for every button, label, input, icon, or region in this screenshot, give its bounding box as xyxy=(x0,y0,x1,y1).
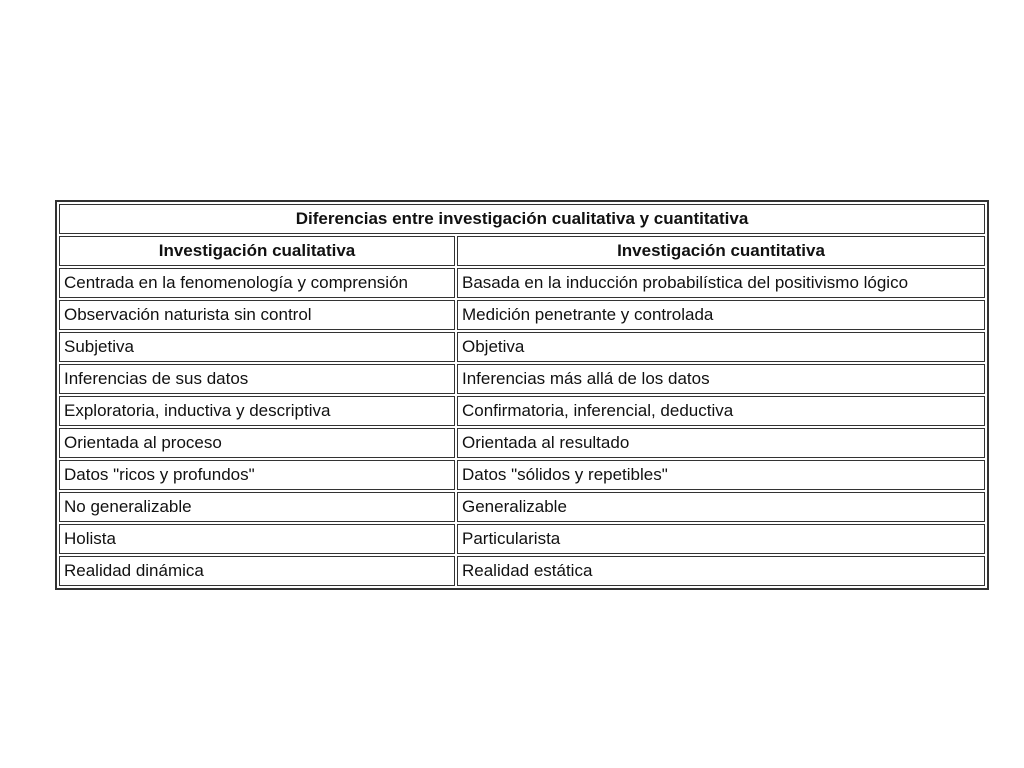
header-row xyxy=(59,236,985,266)
cell-cuantitativa: Inferencias más allá de los datos xyxy=(457,364,985,394)
table-row xyxy=(59,524,985,554)
cell-cuantitativa: Objetiva xyxy=(457,332,985,362)
cell-cualitativa: Observación naturista sin control xyxy=(59,300,455,330)
cell-cualitativa: Centrada en la fenomenología y comprensión xyxy=(59,268,455,298)
cell-cualitativa: Exploratoria, inductiva y descriptiva xyxy=(59,396,455,426)
table-row xyxy=(59,300,985,330)
title-row xyxy=(59,204,985,234)
table-row xyxy=(59,396,985,426)
table-row xyxy=(59,428,985,458)
cell-cuantitativa: Confirmatoria, inferencial, deductiva xyxy=(457,396,985,426)
cell-cualitativa: Orientada al proceso xyxy=(59,428,455,458)
table-row xyxy=(59,364,985,394)
table-row xyxy=(59,268,985,298)
cell-cualitativa: Inferencias de sus datos xyxy=(59,364,455,394)
table-row xyxy=(59,556,985,586)
cell-cuantitativa: Orientada al resultado xyxy=(457,428,985,458)
cell-cuantitativa: Basada en la inducción probabilística del positivismo lógico xyxy=(457,268,985,298)
table-row xyxy=(59,332,985,362)
cell-cuantitativa: Realidad estática xyxy=(457,556,985,586)
comparison-table xyxy=(55,200,989,590)
cell-cuantitativa: Datos "sólidos y repetibles" xyxy=(457,460,985,490)
header-cuantitativa: Investigación cuantitativa xyxy=(457,236,985,266)
cell-cuantitativa: Medición penetrante y controlada xyxy=(457,300,985,330)
table-row xyxy=(59,492,985,522)
cell-cualitativa: Realidad dinámica xyxy=(59,556,455,586)
table-title: Diferencias entre investigación cualitativa y cuantitativa xyxy=(59,204,985,234)
cell-cualitativa: No generalizable xyxy=(59,492,455,522)
cell-cuantitativa: Generalizable xyxy=(457,492,985,522)
cell-cuantitativa: Particularista xyxy=(457,524,985,554)
cell-cualitativa: Holista xyxy=(59,524,455,554)
table-row xyxy=(59,460,985,490)
header-cualitativa: Investigación cualitativa xyxy=(59,236,455,266)
cell-cualitativa: Subjetiva xyxy=(59,332,455,362)
cell-cualitativa: Datos "ricos y profundos" xyxy=(59,460,455,490)
